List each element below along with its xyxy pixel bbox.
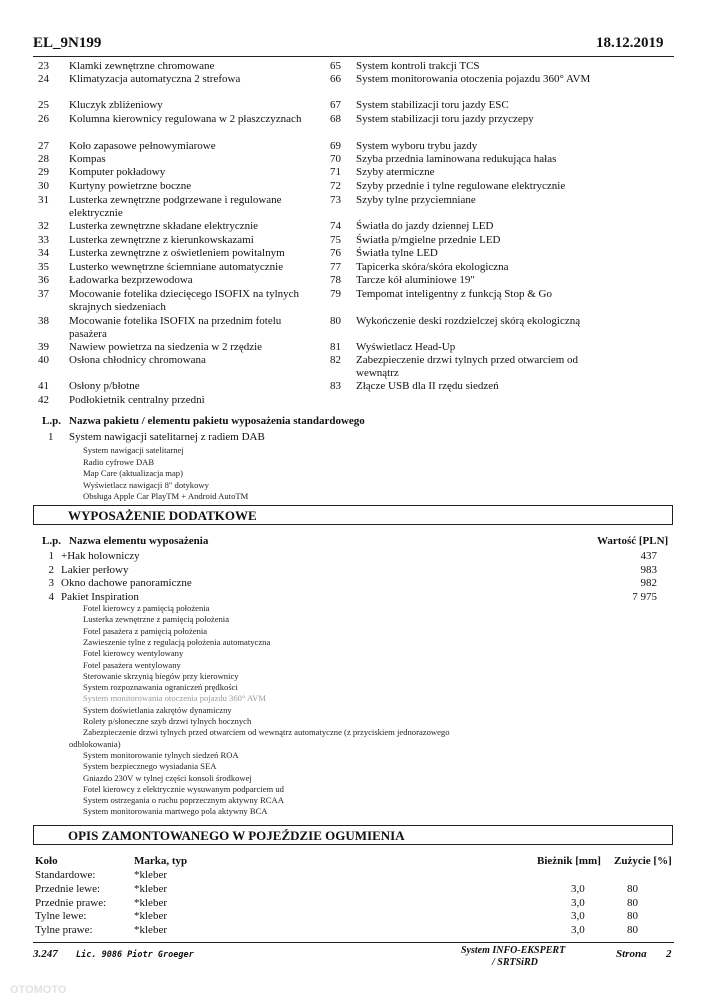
item-name: Mocowanie fotelika dziecięcego ISOFIX na tylnych skrajnych siedzeniach: [69, 288, 300, 313]
item-number: 69: [330, 140, 341, 152]
item-number: 71: [330, 166, 341, 178]
item-name: Światła tylne LED: [356, 247, 438, 259]
item-number: 82: [330, 354, 341, 366]
tires-title: OPIS ZAMONTOWANEGO W POJEŹDZIE OGUMIENIA: [68, 828, 405, 843]
item-number: 24: [38, 73, 49, 85]
extra-col-value: Wartość [PLN]: [597, 535, 669, 547]
item-name: Tapicerka skóra/skóra ekologiczna: [356, 261, 509, 273]
tire-tread: 3,0: [571, 882, 585, 895]
extra-package-sub-item: Lusterka zewnętrzne z pamięcią położenia: [83, 614, 230, 625]
extra-item-value: 983: [640, 563, 657, 576]
extra-package-sub-item: Fotel pasażera z pamięcią położenia: [83, 625, 208, 636]
item-number: 72: [330, 180, 341, 192]
item-number: 27: [38, 140, 49, 152]
package-sub-item: System nawigacji satelitarnej: [83, 445, 184, 455]
extra-package-sub-item: odblokowania): [69, 738, 121, 749]
item-number: 42: [38, 394, 49, 406]
item-name: Osłony p/błotne: [69, 380, 140, 392]
extra-package-sub-item: System doświetlania zakrętów dynamiczny: [83, 704, 232, 715]
tire-position: Przednie prawe:: [35, 896, 107, 909]
item-name: System stabilizacji toru jazdy ESC: [356, 99, 509, 111]
extra-package-sub-item: System monitorowania martwego pola aktywny BCA: [83, 806, 268, 817]
item-number: 31: [38, 194, 49, 206]
item-number: 76: [330, 247, 341, 259]
document-date: 18.12.2019: [596, 35, 664, 51]
item-number: 37: [38, 288, 49, 300]
extra-package-sub-item: Fotel pasażera wentylowany: [83, 659, 181, 670]
item-name: Lusterka zewnętrzne podgrzewane i regulowane elektrycznie: [69, 194, 282, 219]
item-name: Szyby atermiczne: [356, 166, 435, 178]
item-number: 34: [38, 247, 49, 259]
tire-tread: 3,0: [571, 910, 585, 923]
item-name: Klamki zewnętrzne chromowane: [69, 60, 215, 72]
package-col-name: Nazwa pakietu / elementu pakietu wyposażenia standardowego: [69, 415, 365, 427]
tire-tread: 3,0: [571, 896, 585, 909]
item-number: 36: [38, 274, 49, 286]
item-name: Lusterka zewnętrzne z oświetleniem powitalnym: [69, 247, 285, 259]
extra-item-number: 1: [48, 550, 54, 562]
extra-equipment-title: WYPOSAŻENIE DODATKOWE: [68, 508, 257, 523]
footer-system-name: System INFO-EKSPERT: [461, 945, 566, 956]
item-number: 79: [330, 288, 341, 300]
package-sub-item: Map Care (aktualizacja map): [83, 468, 183, 478]
tire-position: Standardowe:: [35, 869, 96, 881]
item-name: Kluczyk zbliżeniowy: [69, 99, 163, 111]
tires-col-kolo: Koło: [35, 855, 58, 867]
extra-package-sub-item: Sterowanie skrzynią biegów przy kierownicy: [83, 670, 239, 681]
extra-package-sub-item: Fotel kierowcy z pamięcią położenia: [83, 603, 210, 613]
extra-package-sub-item: System rozpoznawania ograniczeń prędkości: [83, 682, 238, 693]
tire-wear: 80: [627, 882, 638, 895]
item-name: Osłona chłodnicy chromowana: [69, 354, 206, 366]
item-name: System monitorowania otoczenia pojazdu 360° AVM: [356, 73, 591, 85]
item-name: Zabezpieczenie drzwi tylnych przed otwarciem od wewnątrz: [356, 354, 579, 379]
item-number: 40: [38, 354, 49, 366]
extra-item-name: Pakiet Inspiration: [61, 590, 139, 603]
item-name: System wyboru trybu jazdy: [356, 140, 478, 152]
item-number: 67: [330, 99, 341, 111]
item-number: 23: [38, 60, 49, 72]
item-name: System stabilizacji toru jazdy przyczepy: [356, 113, 534, 125]
item-name: Koło zapasowe pełnowymiarowe: [69, 140, 216, 152]
extra-col-lp: L.p.: [42, 535, 61, 547]
extra-item-number: 3: [48, 577, 54, 589]
extra-item-name: Okno dachowe panoramiczne: [61, 577, 192, 589]
tire-wear: 80: [627, 924, 638, 937]
extra-package-sub-item: Rolety p/słoneczne szyb drzwi tylnych bocznych: [83, 716, 252, 726]
item-number: 80: [330, 315, 341, 327]
item-number: 78: [330, 274, 341, 286]
footer-system-sub: / SRTSiRD: [492, 957, 538, 968]
item-number: 81: [330, 341, 341, 353]
tire-brand: *kleber: [134, 882, 167, 895]
extra-item-value: 437: [640, 550, 657, 562]
item-name: Tarcze kół aluminiowe 19": [356, 274, 475, 286]
item-number: 75: [330, 234, 341, 246]
item-name: Lusterko wewnętrzne ściemniane automatycznie: [69, 261, 284, 273]
tire-tread: 3,0: [571, 924, 585, 937]
footer-license: Lic. 9086 Piotr Groeger: [76, 950, 194, 960]
item-name: Mocowanie fotelika ISOFIX na przednim fotelu pasażera: [69, 315, 282, 340]
item-number: 41: [38, 380, 49, 392]
item-name: Nawiew powietrza na siedzenia w 2 rzędzie: [69, 341, 263, 353]
footer-page-number: 2: [666, 948, 672, 960]
item-number: 68: [330, 113, 341, 125]
extra-item-number: 2: [48, 563, 54, 576]
tire-wear: 80: [627, 910, 638, 923]
item-number: 25: [38, 99, 49, 111]
package-col-lp: L.p.: [42, 415, 61, 427]
extra-item-name: Lakier perłowy: [61, 563, 129, 576]
item-name: Światła do jazdy dziennej LED: [356, 220, 494, 232]
item-name: Ładowarka bezprzewodowa: [69, 274, 193, 286]
item-name: Kolumna kierownicy regulowana w 2 płaszczyznach: [69, 113, 302, 125]
item-name: System kontroli trakcji TCS: [356, 60, 480, 72]
item-name: Kompas: [69, 153, 106, 165]
extra-package-sub-item: System monitorowania otoczenia pojazdu 360° AVM: [83, 693, 267, 704]
watermark-logo: OTOMOTO: [10, 984, 67, 996]
item-name: Lusterka zewnętrzne składane elektrycznie: [69, 220, 259, 232]
package-sub-item: Radio cyfrowe DAB: [83, 456, 155, 467]
item-number: 35: [38, 261, 49, 273]
item-name: Tempomat inteligentny z funkcją Stop & Go: [356, 288, 552, 300]
tire-brand: *kleber: [134, 869, 167, 881]
item-name: Lusterka zewnętrzne z kierunkowskazami: [69, 234, 254, 246]
extra-package-sub-item: System bezpiecznego wysiadania SEA: [83, 761, 217, 772]
extra-package-sub-item: Zabezpieczenie drzwi tylnych przed otwarciem od wewnątrz automatyczne (z przyciskiem jednorazowego: [83, 727, 450, 738]
item-number: 32: [38, 220, 49, 232]
item-number: 29: [38, 166, 49, 178]
item-number: 74: [330, 220, 341, 232]
tires-header-box: [33, 825, 673, 845]
document-code: EL_9N199: [33, 35, 102, 51]
header-divider: [33, 56, 674, 57]
footer-divider: [33, 942, 674, 943]
item-number: 83: [330, 380, 341, 392]
item-name: Wyświetlacz Head-Up: [356, 341, 456, 353]
item-number: 73: [330, 194, 341, 206]
extra-col-name: Nazwa elementu wyposażenia: [69, 535, 209, 547]
extra-package-sub-item: Fotel kierowcy z elektrycznie wysuwanym podparciem ud: [83, 783, 284, 794]
extra-item-name: +Hak holowniczy: [61, 550, 140, 562]
tires-col-zuz: Zużycie [%]: [614, 855, 672, 867]
tire-brand: *kleber: [134, 896, 167, 909]
tire-brand: *kleber: [134, 910, 167, 923]
item-name: Szyba przednia laminowana redukująca hałas: [356, 153, 557, 165]
item-number: 28: [38, 153, 49, 165]
extra-item-value: 982: [640, 577, 657, 589]
tire-position: Przednie lewe:: [35, 882, 101, 895]
package-sub-item: Obsługa Apple Car PlayTM + Android AutoTM: [83, 491, 249, 501]
extra-package-sub-item: System ostrzegania o ruchu poprzecznym aktywny RCAA: [83, 795, 284, 806]
package-item-number: 1: [48, 431, 54, 443]
extra-item-number: 4: [48, 590, 54, 603]
tires-col-marka: Marka, typ: [134, 855, 188, 867]
item-number: 65: [330, 60, 341, 72]
item-number: 30: [38, 180, 49, 192]
item-name: Szyby przednie i tylne regulowane elektrycznie: [356, 180, 566, 192]
extra-package-sub-item: Fotel kierowcy wentylowany: [83, 648, 184, 659]
footer-page-label: Strona: [616, 948, 647, 960]
item-number: 38: [38, 315, 49, 327]
item-name: Światła p/mgielne przednie LED: [356, 234, 501, 246]
item-name: Klimatyzacja automatyczna 2 strefowa: [69, 73, 241, 85]
extra-package-sub-item: System monitorowanie tylnych siedzeń ROA: [83, 749, 239, 760]
tire-wear: 80: [627, 896, 638, 909]
item-name: Wykończenie deski rozdzielczej skórą ekologiczną: [356, 315, 581, 327]
item-number: 77: [330, 261, 341, 273]
extra-package-sub-item: Gniazdo 230V w tylnej części konsoli środkowej: [83, 772, 252, 783]
extra-item-value: 7 975: [632, 590, 657, 603]
extra-equipment-header-box: [33, 505, 673, 525]
tire-position: Tylne lewe:: [35, 910, 87, 923]
package-item-name: System nawigacji satelitarnej z radiem DAB: [69, 431, 265, 443]
item-name: Komputer pokładowy: [69, 166, 166, 178]
package-sub-item: Wyświetlacz nawigacji 8" dotykowy: [83, 479, 209, 490]
item-name: Kurtyny powietrzne boczne: [69, 180, 192, 192]
item-name: Złącze USB dla II rzędu siedzeń: [356, 380, 499, 392]
tire-position: Tylne prawe:: [35, 924, 93, 937]
item-number: 70: [330, 153, 341, 165]
tire-brand: *kleber: [134, 924, 167, 937]
item-number: 39: [38, 341, 49, 353]
footer-version: 3.247: [33, 948, 58, 960]
item-number: 66: [330, 73, 341, 85]
item-number: 33: [38, 234, 49, 246]
item-name: Podłokietnik centralny przedni: [69, 394, 205, 406]
item-number: 26: [38, 113, 49, 125]
item-name: Szyby tylne przyciemniane: [356, 194, 476, 206]
extra-package-sub-item: Zawieszenie tylne z regulacją położenia automatyczna: [83, 636, 271, 647]
tires-col-biez: Bieżnik [mm]: [537, 855, 601, 867]
